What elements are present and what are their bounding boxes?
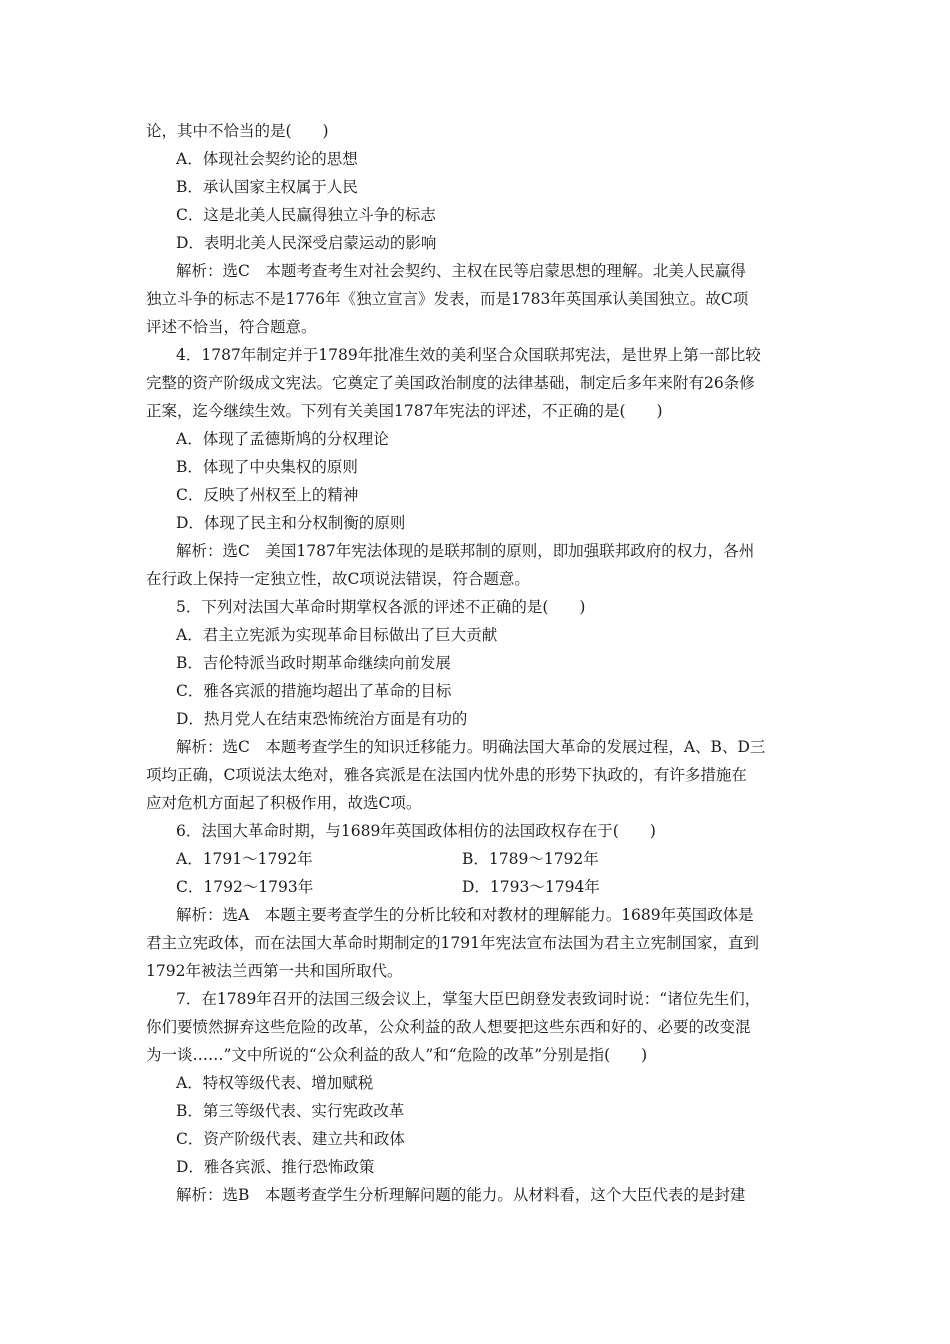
answer-analysis: 解析：选A 本题主要考查学生的分析比较和对教材的理解能力。1689年英国政体是	[176, 906, 754, 924]
option-d: D．1793～1794年	[462, 878, 600, 896]
question-3-stem-end: 论，其中不恰当的是( )	[146, 122, 329, 140]
option-a: A．体现社会契约论的思想	[176, 150, 358, 168]
answer-analysis-cont: 在行政上保持一定独立性，故C项说法错误，符合题意。	[146, 570, 530, 588]
answer-analysis-cont: 独立斗争的标志不是1776年《独立宣言》发表，而是1783年英国承认美国独立。故C项	[146, 290, 749, 308]
answer-analysis-cont: 应对危机方面起了积极作用，故选C项。	[146, 794, 422, 812]
option-a: A．特权等级代表、增加赋税	[176, 1074, 374, 1092]
question-4-stem: 4．1787年制定并于1789年批准生效的美利坚合众国联邦宪法，是世界上第一部比较	[176, 346, 761, 364]
question-5-stem: 5．下列对法国大革命时期掌权各派的评述不正确的是( )	[176, 598, 586, 616]
answer-analysis: 解析：选B 本题考查学生分析理解问题的能力。从材料看，这个大臣代表的是封建	[176, 1186, 746, 1204]
question-6-stem: 6．法国大革命时期，与1689年英国政体相仿的法国政权存在于( )	[176, 822, 656, 840]
answer-analysis-cont: 1792年被法兰西第一共和国所取代。	[146, 962, 403, 980]
answer-analysis-cont: 项均正确，C项说法太绝对，雅各宾派是在法国内忧外患的形势下执政的，有许多措施在	[146, 766, 747, 784]
option-c: C．反映了州权至上的精神	[176, 486, 359, 504]
question-7-stem-cont: 为一谈……”文中所说的“公众利益的敌人”和“危险的改革”分别是指( )	[146, 1046, 648, 1064]
option-d: D．表明北美人民深受启蒙运动的影响	[176, 234, 437, 252]
option-b: B．1789～1792年	[462, 850, 599, 868]
question-7-stem: 7．在1789年召开的法国三级会议上，掌玺大臣巴朗登发表致词时说：“诸位先生们，	[176, 990, 761, 1008]
option-a: A．君主立宪派为实现革命目标做出了巨大贡献	[176, 626, 498, 644]
answer-analysis: 解析：选C 本题考查学生的知识迁移能力。明确法国大革命的发展过程，A、B、D三	[176, 738, 766, 756]
option-a: A．1791～1792年	[176, 850, 313, 868]
answer-analysis: 解析：选C 本题考查考生对社会契约、主权在民等启蒙思想的理解。北美人民赢得	[176, 262, 746, 280]
answer-analysis-cont: 评述不恰当，符合题意。	[146, 318, 317, 336]
option-d: D．体现了民主和分权制衡的原则	[176, 514, 406, 532]
question-4-stem-cont: 完整的资产阶级成文宪法。它奠定了美国政治制度的法律基础，制定后多年来附有26条修	[146, 374, 755, 392]
option-d: D．雅各宾派、推行恐怖政策	[176, 1158, 375, 1176]
option-b: B．第三等级代表、实行宪政改革	[176, 1102, 405, 1120]
answer-analysis: 解析：选C 美国1787年宪法体现的是联邦制的原则，即加强联邦政府的权力，各州	[176, 542, 755, 560]
option-b: B．体现了中央集权的原则	[176, 458, 358, 476]
option-b: B．承认国家主权属于人民	[176, 178, 358, 196]
answer-analysis-cont: 君主立宪政体，而在法国大革命时期制定的1791年宪法宣布法国为君主立宪制国家，直到	[146, 934, 759, 952]
option-c: C．雅各宾派的措施均超出了革命的目标	[176, 682, 452, 700]
option-c: C．1792～1793年	[176, 878, 314, 896]
option-c: C．这是北美人民赢得独立斗争的标志	[176, 206, 436, 224]
option-d: D．热月党人在结束恐怖统治方面是有功的	[176, 710, 468, 728]
option-a: A．体现了孟德斯鸠的分权理论	[176, 430, 389, 448]
option-b: B．吉伦特派当政时期革命继续向前发展	[176, 654, 451, 672]
question-7-stem-cont: 你们要愤然摒弃这些危险的改革，公众利益的敌人想要把这些东西和好的、必要的改变混	[146, 1018, 751, 1036]
question-4-stem-cont: 正案，迄今继续生效。下列有关美国1787年宪法的评述，不正确的是( )	[146, 402, 663, 420]
option-c: C．资产阶级代表、建立共和政体	[176, 1130, 405, 1148]
